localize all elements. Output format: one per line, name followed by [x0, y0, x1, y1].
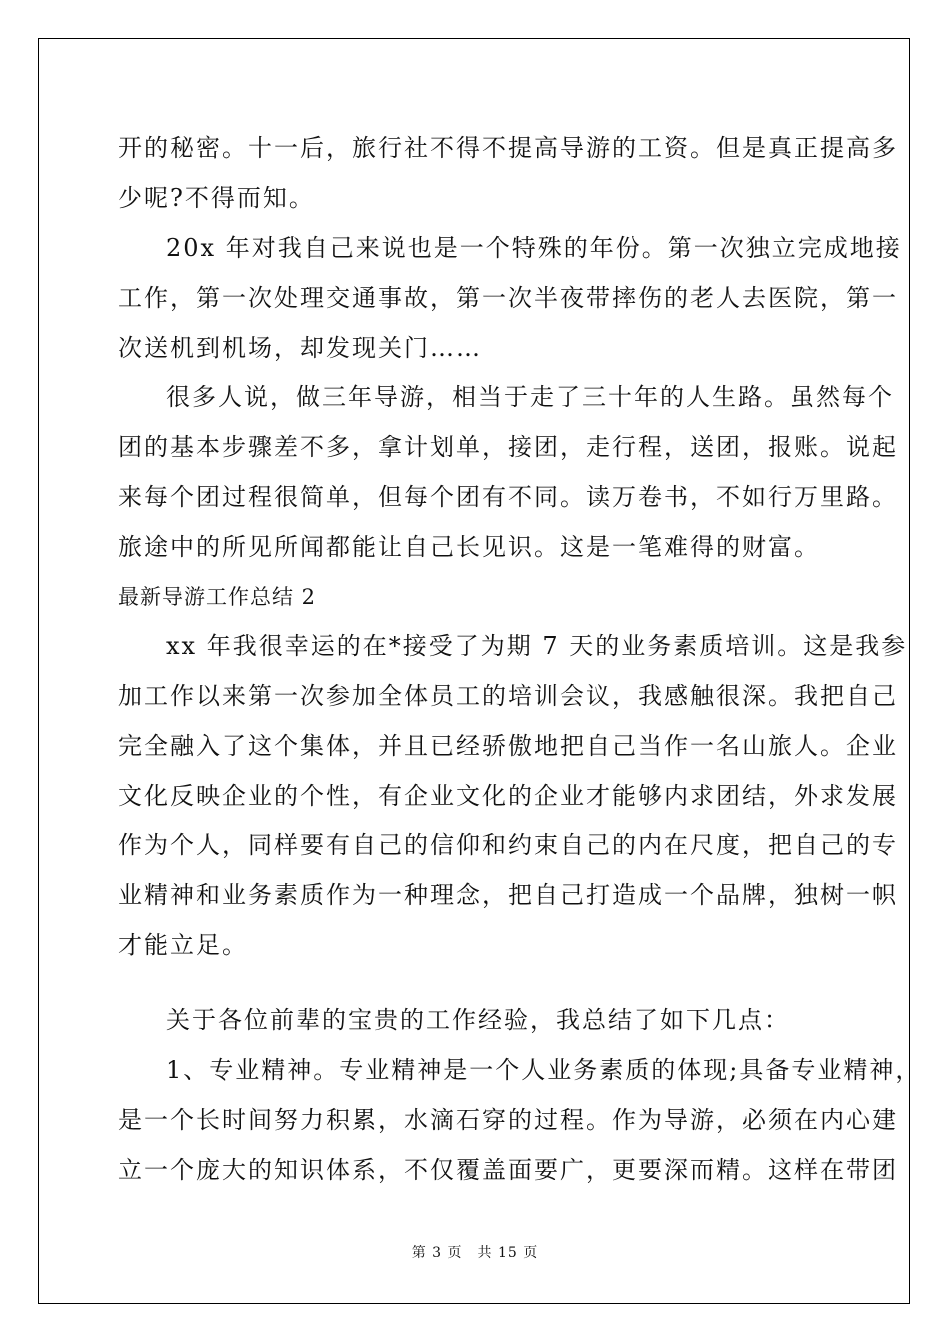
paragraph-line: xx 年我很幸运的在*接受了为期 7 天的业务素质培训。这是我参: [166, 632, 908, 660]
paragraph-line: 少呢?不得而知。: [118, 184, 315, 212]
paragraph-line: 文化反映企业的个性，有企业文化的企业才能够内求团结，外求发展: [118, 782, 898, 810]
paragraph-line: 1、专业精神。专业精神是一个人业务素质的体现;具备专业精神，: [166, 1056, 922, 1084]
paragraph-line: 关于各位前辈的宝贵的工作经验，我总结了如下几点：: [166, 1006, 790, 1034]
paragraph-line: 才能立足。: [118, 931, 248, 959]
paragraph-line: 作为个人，同样要有自己的信仰和约束自己的内在尺度，把自己的专: [118, 831, 898, 859]
section-heading: 最新导游工作总结 2: [118, 585, 317, 609]
paragraph-line: 立一个庞大的知识体系，不仅覆盖面要广，更要深而精。这样在带团: [118, 1156, 898, 1184]
paragraph-line: 团的基本步骤差不多，拿计划单，接团，走行程，送团，报账。说起: [118, 433, 898, 461]
paragraph-line: 是一个长时间努力积累，水滴石穿的过程。作为导游，必须在内心建: [118, 1106, 898, 1134]
paragraph-line: 旅途中的所见所闻都能让自己长见识。这是一笔难得的财富。: [118, 533, 820, 561]
paragraph-line: 来每个团过程很简单，但每个团有不同。读万卷书，不如行万里路。: [118, 483, 898, 511]
paragraph-line: 完全融入了这个集体，并且已经骄傲地把自己当作一名山旅人。企业: [118, 732, 898, 760]
paragraph-line: 业精神和业务素质作为一种理念，把自己打造成一个品牌，独树一帜: [118, 881, 898, 909]
paragraph-line: 加工作以来第一次参加全体员工的培训会议，我感触很深。我把自己: [118, 682, 898, 710]
page-number: 第 3 页 共 15 页: [411, 1245, 539, 1261]
paragraph-line: 开的秘密。十一后，旅行社不得不提高导游的工资。但是真正提高多: [118, 134, 898, 162]
paragraph-line: 次送机到机场，却发现关门……: [118, 334, 482, 362]
paragraph-line: 很多人说，做三年导游，相当于走了三十年的人生路。虽然每个: [166, 383, 894, 411]
paragraph-line: 20x 年对我自己来说也是一个特殊的年份。第一次独立完成地接: [166, 234, 902, 262]
paragraph-line: 工作，第一次处理交通事故，第一次半夜带摔伤的老人去医院，第一: [118, 284, 898, 312]
